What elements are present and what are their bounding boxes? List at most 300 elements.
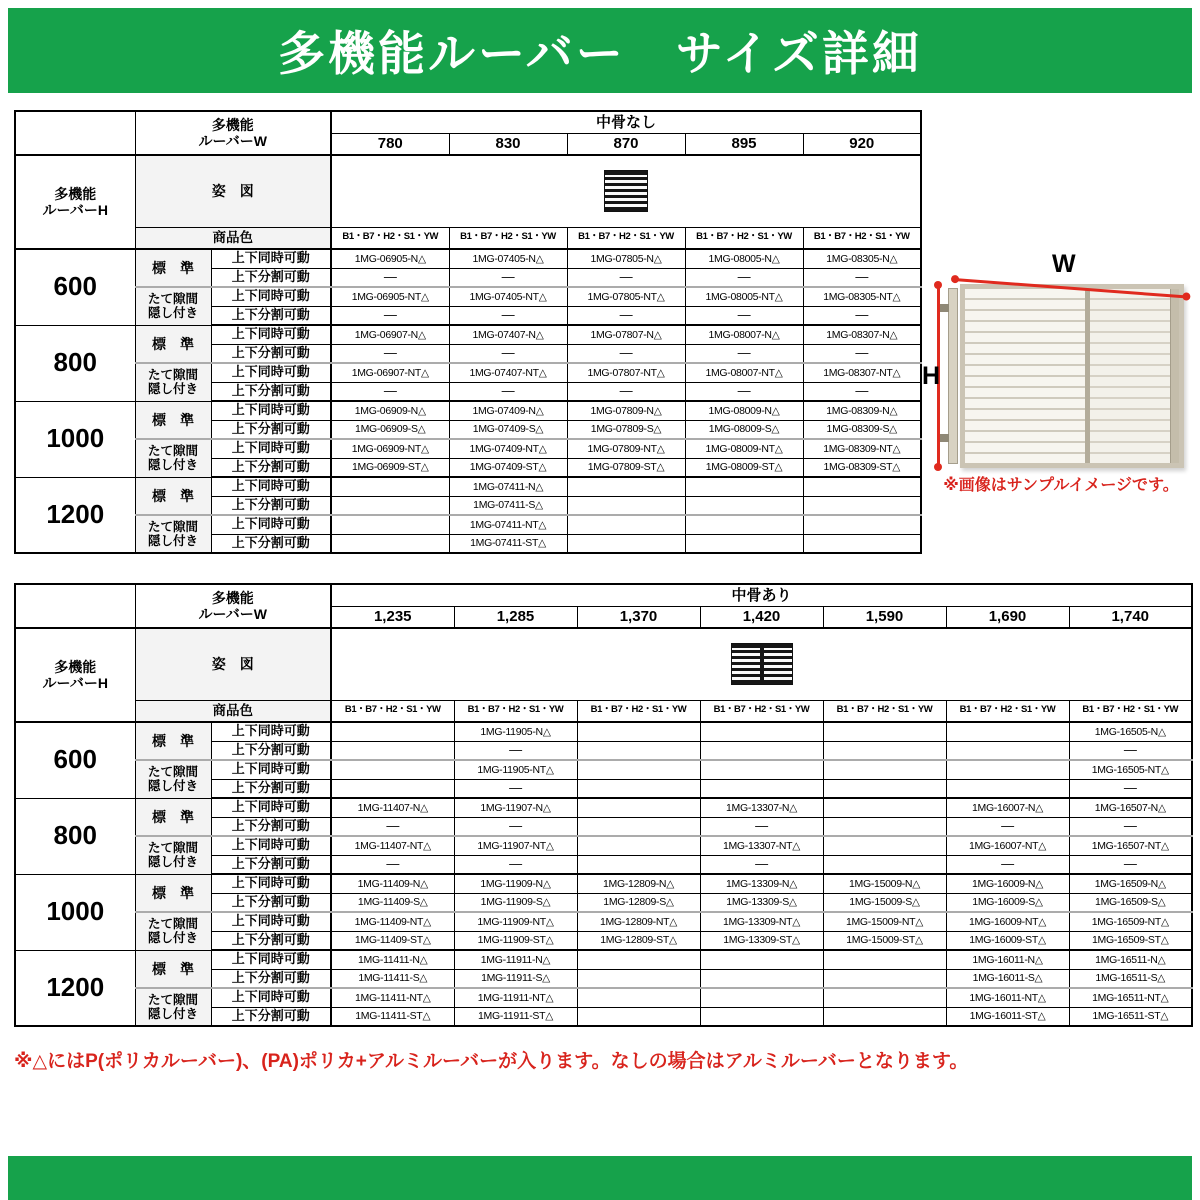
- part-number-cell: 1MG-08007-N△: [685, 325, 803, 344]
- empty-cell: [331, 722, 454, 741]
- part-number-cell: 1MG-11905-N△: [454, 722, 577, 741]
- empty-cell: [567, 477, 685, 496]
- part-number-cell: 1MG-11911-N△: [454, 950, 577, 969]
- dash-cell: ―: [803, 344, 921, 363]
- width-value-cell: 1,740: [1069, 606, 1192, 628]
- empty-cell: [823, 741, 946, 760]
- part-number-cell: 1MG-07409-S△: [449, 420, 567, 439]
- part-number-cell: 1MG-07805-N△: [567, 249, 685, 268]
- mode-cell: 上下同時可動: [211, 950, 331, 969]
- empty-cell: [577, 722, 700, 741]
- part-number-cell: 1MG-15009-S△: [823, 893, 946, 912]
- empty-cell: [823, 969, 946, 988]
- dash-cell: ―: [803, 268, 921, 287]
- part-number-cell: 1MG-07409-ST△: [449, 458, 567, 477]
- mount-bracket-bottom: [939, 434, 949, 442]
- dash-cell: ―: [331, 344, 449, 363]
- empty-cell: [700, 741, 823, 760]
- width-value-cell: 1,285: [454, 606, 577, 628]
- part-number-cell: 1MG-11909-N△: [454, 874, 577, 893]
- dash-cell: ―: [454, 779, 577, 798]
- table-with-center-bone-mount: [14, 583, 1193, 1027]
- dash-cell: ―: [454, 817, 577, 836]
- part-number-cell: 1MG-11409-NT△: [331, 912, 454, 931]
- color-codes-cell: B1・B7・H2・S1・YW: [1069, 700, 1192, 722]
- empty-cell: [685, 496, 803, 515]
- product-sample-image: [922, 242, 1200, 494]
- dash-cell: ―: [1069, 855, 1192, 874]
- empty-cell: [823, 779, 946, 798]
- group-hidden-cell: たて隙間 隠し付き: [135, 363, 211, 401]
- part-number-cell: 1MG-08305-N△: [803, 249, 921, 268]
- part-number-cell: 1MG-16509-S△: [1069, 893, 1192, 912]
- part-number-cell: 1MG-11909-S△: [454, 893, 577, 912]
- part-number-cell: 1MG-16511-NT△: [1069, 988, 1192, 1007]
- empty-cell: [331, 477, 449, 496]
- empty-cell: [567, 534, 685, 553]
- width-value-cell: 1,420: [700, 606, 823, 628]
- mode-cell: 上下分割可動: [211, 893, 331, 912]
- mode-cell: 上下同時可動: [211, 401, 331, 420]
- dash-cell: ―: [567, 268, 685, 287]
- group-hidden-cell: たて隙間 隠し付き: [135, 912, 211, 950]
- part-number-cell: 1MG-12809-ST△: [577, 931, 700, 950]
- dash-cell: ―: [1069, 779, 1192, 798]
- empty-cell: [803, 477, 921, 496]
- dash-cell: ―: [567, 382, 685, 401]
- part-number-cell: 1MG-15009-NT△: [823, 912, 946, 931]
- part-number-cell: 1MG-16009-NT△: [946, 912, 1069, 931]
- table2-size-table: [14, 583, 1193, 1027]
- part-number-cell: 1MG-08005-N△: [685, 249, 803, 268]
- part-number-cell: 1MG-16007-N△: [946, 798, 1069, 817]
- empty-cell: [577, 836, 700, 855]
- louver-slats-right: [1090, 289, 1170, 463]
- width-value-cell: 1,370: [577, 606, 700, 628]
- mode-cell: 上下同時可動: [211, 798, 331, 817]
- empty-cell: [700, 950, 823, 969]
- part-number-cell: 1MG-16509-N△: [1069, 874, 1192, 893]
- dash-cell: ―: [449, 268, 567, 287]
- dash-cell: ―: [685, 306, 803, 325]
- empty-cell: [577, 798, 700, 817]
- empty-cell: [823, 855, 946, 874]
- empty-cell: [946, 760, 1069, 779]
- mode-cell: 上下分割可動: [211, 344, 331, 363]
- part-number-cell: 1MG-11907-N△: [454, 798, 577, 817]
- color-label-cell: 商品色: [135, 227, 331, 249]
- empty-cell: [577, 741, 700, 760]
- part-number-cell: 1MG-08309-N△: [803, 401, 921, 420]
- part-number-cell: 1MG-08305-NT△: [803, 287, 921, 306]
- mode-cell: 上下分割可動: [211, 855, 331, 874]
- footnote-text: ※△にはP(ポリカルーバー)、(PA)ポリカ+アルミルーバーが入ります。なしの場合はアルミルーバーとなります。: [14, 1051, 969, 1072]
- part-number-cell: 1MG-08309-NT△: [803, 439, 921, 458]
- mode-cell: 上下同時可動: [211, 874, 331, 893]
- mode-cell: 上下分割可動: [211, 458, 331, 477]
- part-number-cell: 1MG-11411-N△: [331, 950, 454, 969]
- part-number-cell: 1MG-16011-ST△: [946, 1007, 1069, 1026]
- part-number-cell: 1MG-06907-NT△: [331, 363, 449, 382]
- empty-cell: [700, 1007, 823, 1026]
- part-number-cell: 1MG-08009-ST△: [685, 458, 803, 477]
- color-codes-cell: B1・B7・H2・S1・YW: [567, 227, 685, 249]
- height-value-cell: 800: [15, 325, 135, 401]
- dash-cell: ―: [803, 382, 921, 401]
- width-value-cell: 1,590: [823, 606, 946, 628]
- part-number-cell: 1MG-06909-ST△: [331, 458, 449, 477]
- bone-type-header: 中骨あり: [331, 584, 1192, 606]
- color-codes-cell: B1・B7・H2・S1・YW: [946, 700, 1069, 722]
- color-codes-cell: B1・B7・H2・S1・YW: [803, 227, 921, 249]
- dash-cell: ―: [331, 382, 449, 401]
- height-value-cell: 1000: [15, 401, 135, 477]
- color-label-cell: 商品色: [135, 700, 331, 722]
- color-codes-cell: B1・B7・H2・S1・YW: [454, 700, 577, 722]
- part-number-cell: 1MG-11411-ST△: [331, 1007, 454, 1026]
- empty-cell: [331, 515, 449, 534]
- part-number-cell: 1MG-16505-NT△: [1069, 760, 1192, 779]
- part-number-cell: 1MG-07407-NT△: [449, 363, 567, 382]
- empty-cell: [823, 760, 946, 779]
- figure-cell: [331, 155, 921, 227]
- empty-cell: [577, 950, 700, 969]
- part-number-cell: 1MG-07409-N△: [449, 401, 567, 420]
- louver-right-stile: [1170, 289, 1179, 463]
- louver-thumbnail: [604, 170, 648, 212]
- empty-cell: [331, 779, 454, 798]
- width-value-cell: 920: [803, 133, 921, 155]
- dash-cell: ―: [331, 306, 449, 325]
- part-number-cell: 1MG-07411-ST△: [449, 534, 567, 553]
- empty-cell: [823, 817, 946, 836]
- part-number-cell: 1MG-16011-S△: [946, 969, 1069, 988]
- empty-cell: [331, 534, 449, 553]
- empty-cell: [823, 1007, 946, 1026]
- part-number-cell: 1MG-07809-NT△: [567, 439, 685, 458]
- color-codes-cell: B1・B7・H2・S1・YW: [700, 700, 823, 722]
- part-number-cell: 1MG-08005-NT△: [685, 287, 803, 306]
- part-number-cell: 1MG-13307-N△: [700, 798, 823, 817]
- mode-cell: 上下同時可動: [211, 515, 331, 534]
- height-dimension-label: H: [922, 362, 941, 390]
- group-standard-cell: 標 準: [135, 950, 211, 988]
- dash-cell: ―: [946, 855, 1069, 874]
- part-number-cell: 1MG-11909-ST△: [454, 931, 577, 950]
- mode-cell: 上下分割可動: [211, 496, 331, 515]
- empty-cell: [946, 722, 1069, 741]
- louver-w-header: 多機能 ルーバーW: [135, 111, 331, 155]
- group-hidden-cell: たて隙間 隠し付き: [135, 760, 211, 798]
- part-number-cell: 1MG-16509-NT△: [1069, 912, 1192, 931]
- dash-cell: ―: [331, 855, 454, 874]
- empty-cell: [685, 534, 803, 553]
- height-value-cell: 1200: [15, 950, 135, 1026]
- mode-cell: 上下分割可動: [211, 741, 331, 760]
- part-number-cell: 1MG-06909-NT△: [331, 439, 449, 458]
- group-standard-cell: 標 準: [135, 325, 211, 363]
- dash-cell: ―: [454, 855, 577, 874]
- part-number-cell: 1MG-16009-ST△: [946, 931, 1069, 950]
- louver-panel-graphic: [960, 284, 1184, 468]
- dash-cell: ―: [946, 817, 1069, 836]
- dash-cell: ―: [1069, 741, 1192, 760]
- part-number-cell: 1MG-16511-N△: [1069, 950, 1192, 969]
- corner-cell: [15, 111, 135, 155]
- empty-cell: [823, 722, 946, 741]
- empty-cell: [577, 779, 700, 798]
- part-number-cell: 1MG-13307-NT△: [700, 836, 823, 855]
- part-number-cell: 1MG-11407-N△: [331, 798, 454, 817]
- part-number-cell: 1MG-15009-ST△: [823, 931, 946, 950]
- page-title: 多機能ルーバー サイズ詳細: [278, 27, 922, 80]
- color-codes-cell: B1・B7・H2・S1・YW: [449, 227, 567, 249]
- louver-frame-post: [948, 288, 958, 464]
- mode-cell: 上下分割可動: [211, 969, 331, 988]
- empty-cell: [700, 760, 823, 779]
- part-number-cell: 1MG-07405-NT△: [449, 287, 567, 306]
- color-codes-cell: B1・B7・H2・S1・YW: [331, 700, 454, 722]
- group-standard-cell: 標 準: [135, 798, 211, 836]
- dash-cell: ―: [803, 306, 921, 325]
- dash-cell: ―: [567, 306, 685, 325]
- part-number-cell: 1MG-11407-NT△: [331, 836, 454, 855]
- empty-cell: [577, 969, 700, 988]
- part-number-cell: 1MG-08309-ST△: [803, 458, 921, 477]
- header-banner: [8, 8, 1192, 93]
- mode-cell: 上下分割可動: [211, 779, 331, 798]
- color-codes-cell: B1・B7・H2・S1・YW: [685, 227, 803, 249]
- part-number-cell: 1MG-15009-N△: [823, 874, 946, 893]
- part-number-cell: 1MG-11411-NT△: [331, 988, 454, 1007]
- empty-cell: [803, 515, 921, 534]
- part-number-cell: 1MG-07807-N△: [567, 325, 685, 344]
- sample-image-caption: ※画像はサンプルイメージです。: [943, 477, 1179, 494]
- group-standard-cell: 標 準: [135, 477, 211, 515]
- part-number-cell: 1MG-16507-NT△: [1069, 836, 1192, 855]
- empty-cell: [331, 760, 454, 779]
- mode-cell: 上下同時可動: [211, 287, 331, 306]
- mode-cell: 上下同時可動: [211, 249, 331, 268]
- height-value-cell: 600: [15, 722, 135, 798]
- height-value-cell: 1000: [15, 874, 135, 950]
- part-number-cell: 1MG-06909-S△: [331, 420, 449, 439]
- empty-cell: [946, 779, 1069, 798]
- part-number-cell: 1MG-07807-NT△: [567, 363, 685, 382]
- part-number-cell: 1MG-16009-S△: [946, 893, 1069, 912]
- mode-cell: 上下同時可動: [211, 988, 331, 1007]
- dash-cell: ―: [1069, 817, 1192, 836]
- part-number-cell: 1MG-11911-S△: [454, 969, 577, 988]
- group-hidden-cell: たて隙間 隠し付き: [135, 439, 211, 477]
- part-number-cell: 1MG-16007-NT△: [946, 836, 1069, 855]
- louver-slats-left: [965, 289, 1085, 463]
- part-number-cell: 1MG-16011-NT△: [946, 988, 1069, 1007]
- group-standard-cell: 標 準: [135, 249, 211, 287]
- empty-cell: [567, 515, 685, 534]
- part-number-cell: 1MG-07411-NT△: [449, 515, 567, 534]
- empty-cell: [700, 779, 823, 798]
- mount-bracket-top: [939, 304, 949, 312]
- part-number-cell: 1MG-08007-NT△: [685, 363, 803, 382]
- part-number-cell: 1MG-07407-N△: [449, 325, 567, 344]
- mode-cell: 上下同時可動: [211, 477, 331, 496]
- dash-cell: ―: [331, 817, 454, 836]
- empty-cell: [823, 798, 946, 817]
- group-hidden-cell: たて隙間 隠し付き: [135, 836, 211, 874]
- part-number-cell: 1MG-16509-ST△: [1069, 931, 1192, 950]
- dash-cell: ―: [449, 344, 567, 363]
- part-number-cell: 1MG-07411-N△: [449, 477, 567, 496]
- mode-cell: 上下分割可動: [211, 420, 331, 439]
- dash-cell: ―: [700, 817, 823, 836]
- bone-type-header: 中骨なし: [331, 111, 921, 133]
- empty-cell: [700, 969, 823, 988]
- part-number-cell: 1MG-11909-NT△: [454, 912, 577, 931]
- color-codes-cell: B1・B7・H2・S1・YW: [331, 227, 449, 249]
- dash-cell: ―: [685, 268, 803, 287]
- dash-cell: ―: [449, 382, 567, 401]
- height-value-cell: 1200: [15, 477, 135, 553]
- empty-cell: [946, 741, 1069, 760]
- group-standard-cell: 標 準: [135, 722, 211, 760]
- louver-h-header: 多機能 ルーバーH: [15, 628, 135, 722]
- empty-cell: [823, 950, 946, 969]
- mode-cell: 上下分割可動: [211, 306, 331, 325]
- part-number-cell: 1MG-16009-N△: [946, 874, 1069, 893]
- empty-cell: [577, 855, 700, 874]
- empty-cell: [685, 515, 803, 534]
- part-number-cell: 1MG-11905-NT△: [454, 760, 577, 779]
- group-hidden-cell: たて隙間 隠し付き: [135, 988, 211, 1026]
- mode-cell: 上下分割可動: [211, 268, 331, 287]
- part-number-cell: 1MG-11911-NT△: [454, 988, 577, 1007]
- empty-cell: [577, 817, 700, 836]
- width-value-cell: 780: [331, 133, 449, 155]
- part-number-cell: 1MG-11411-S△: [331, 969, 454, 988]
- part-number-cell: 1MG-06907-N△: [331, 325, 449, 344]
- width-value-cell: 870: [567, 133, 685, 155]
- width-value-cell: 830: [449, 133, 567, 155]
- louver-h-header: 多機能 ルーバーH: [15, 155, 135, 249]
- figure-cell: [331, 628, 1192, 700]
- empty-cell: [577, 1007, 700, 1026]
- part-number-cell: 1MG-07411-S△: [449, 496, 567, 515]
- dash-cell: ―: [685, 382, 803, 401]
- dash-cell: ―: [685, 344, 803, 363]
- dash-cell: ―: [331, 268, 449, 287]
- louver-w-header: 多機能 ルーバーW: [135, 584, 331, 628]
- height-value-cell: 600: [15, 249, 135, 325]
- part-number-cell: 1MG-07809-ST△: [567, 458, 685, 477]
- empty-cell: [700, 988, 823, 1007]
- part-number-cell: 1MG-13309-N△: [700, 874, 823, 893]
- group-hidden-cell: たて隙間 隠し付き: [135, 287, 211, 325]
- empty-cell: [331, 741, 454, 760]
- figure-label-cell: 姿 図: [135, 155, 331, 227]
- part-number-cell: 1MG-12809-S△: [577, 893, 700, 912]
- part-number-cell: 1MG-07805-NT△: [567, 287, 685, 306]
- part-number-cell: 1MG-06905-N△: [331, 249, 449, 268]
- part-number-cell: 1MG-07809-N△: [567, 401, 685, 420]
- empty-cell: [803, 534, 921, 553]
- group-standard-cell: 標 準: [135, 874, 211, 912]
- empty-cell: [567, 496, 685, 515]
- empty-cell: [577, 988, 700, 1007]
- figure-label-cell: 姿 図: [135, 628, 331, 700]
- mode-cell: 上下同時可動: [211, 912, 331, 931]
- part-number-cell: 1MG-07405-N△: [449, 249, 567, 268]
- part-number-cell: 1MG-11911-ST△: [454, 1007, 577, 1026]
- color-codes-cell: B1・B7・H2・S1・YW: [577, 700, 700, 722]
- corner-cell: [15, 584, 135, 628]
- empty-cell: [700, 722, 823, 741]
- mode-cell: 上下同時可動: [211, 722, 331, 741]
- mode-cell: 上下同時可動: [211, 760, 331, 779]
- empty-cell: [577, 760, 700, 779]
- part-number-cell: 1MG-16511-S△: [1069, 969, 1192, 988]
- part-number-cell: 1MG-08307-NT△: [803, 363, 921, 382]
- part-number-cell: 1MG-13309-S△: [700, 893, 823, 912]
- part-number-cell: 1MG-16511-ST△: [1069, 1007, 1192, 1026]
- mode-cell: 上下同時可動: [211, 325, 331, 344]
- mode-cell: 上下分割可動: [211, 1007, 331, 1026]
- group-hidden-cell: たて隙間 隠し付き: [135, 515, 211, 553]
- part-number-cell: 1MG-11409-S△: [331, 893, 454, 912]
- empty-cell: [803, 496, 921, 515]
- dash-cell: ―: [567, 344, 685, 363]
- mode-cell: 上下同時可動: [211, 363, 331, 382]
- color-codes-cell: B1・B7・H2・S1・YW: [823, 700, 946, 722]
- part-number-cell: 1MG-11907-NT△: [454, 836, 577, 855]
- mode-cell: 上下同時可動: [211, 836, 331, 855]
- empty-cell: [823, 836, 946, 855]
- part-number-cell: 1MG-11409-N△: [331, 874, 454, 893]
- empty-cell: [685, 477, 803, 496]
- part-number-cell: 1MG-07409-NT△: [449, 439, 567, 458]
- part-number-cell: 1MG-11409-ST△: [331, 931, 454, 950]
- part-number-cell: 1MG-16505-N△: [1069, 722, 1192, 741]
- part-number-cell: 1MG-12809-NT△: [577, 912, 700, 931]
- part-number-cell: 1MG-07809-S△: [567, 420, 685, 439]
- mode-cell: 上下分割可動: [211, 534, 331, 553]
- mode-cell: 上下同時可動: [211, 439, 331, 458]
- table-no-center-bone-mount: [14, 110, 922, 554]
- dash-cell: ―: [454, 741, 577, 760]
- part-number-cell: 1MG-08307-N△: [803, 325, 921, 344]
- part-number-cell: 1MG-08009-NT△: [685, 439, 803, 458]
- dash-cell: ―: [700, 855, 823, 874]
- part-number-cell: 1MG-12809-N△: [577, 874, 700, 893]
- part-number-cell: 1MG-13309-NT△: [700, 912, 823, 931]
- mode-cell: 上下分割可動: [211, 382, 331, 401]
- part-number-cell: 1MG-08009-N△: [685, 401, 803, 420]
- width-value-cell: 895: [685, 133, 803, 155]
- table1-size-table: [14, 110, 922, 554]
- part-number-cell: 1MG-16011-N△: [946, 950, 1069, 969]
- dash-cell: ―: [449, 306, 567, 325]
- part-number-cell: 1MG-16507-N△: [1069, 798, 1192, 817]
- empty-cell: [823, 988, 946, 1007]
- part-number-cell: 1MG-06909-N△: [331, 401, 449, 420]
- mode-cell: 上下分割可動: [211, 817, 331, 836]
- louver-thumbnail: [731, 643, 793, 685]
- part-number-cell: 1MG-08309-S△: [803, 420, 921, 439]
- width-dimension-label: W: [1052, 250, 1076, 278]
- part-number-cell: 1MG-08009-S△: [685, 420, 803, 439]
- width-value-cell: 1,690: [946, 606, 1069, 628]
- part-number-cell: 1MG-13309-ST△: [700, 931, 823, 950]
